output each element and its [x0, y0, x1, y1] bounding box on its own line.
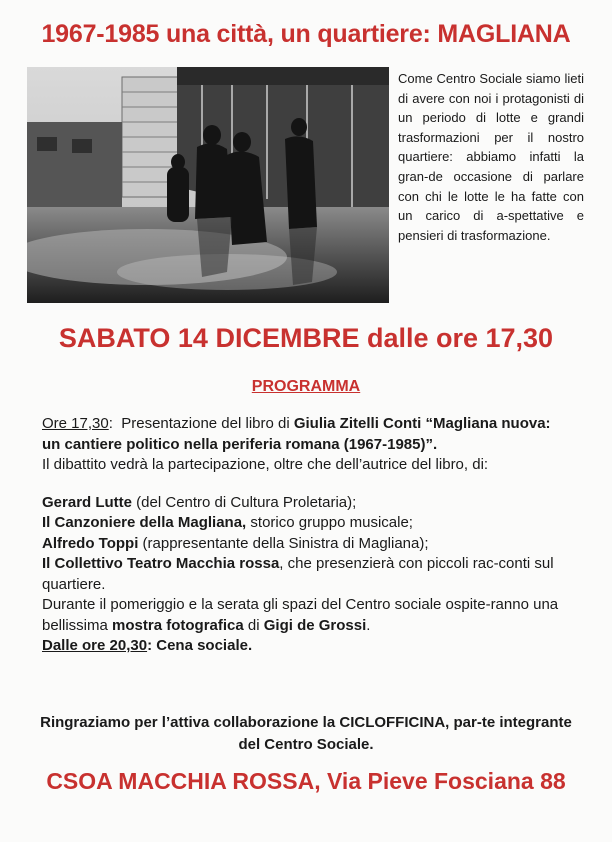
participant-name: Il Canzoniere della Magliana,	[42, 514, 247, 531]
thanks-paragraph: Ringraziamo per l’attiva collaborazione la CICLOFFICINA, par-te integrante del Centro Sociale.	[40, 714, 572, 753]
participant-name: Il Collettivo Teatro Macchia rossa	[42, 555, 280, 572]
page-title: 1967-1985 una città, un quartiere: MAGLIANA	[41, 20, 571, 48]
participant-desc: , che presenzierà con piccoli rac-conti sul quartiere.	[42, 555, 554, 593]
participant-item	[42, 554, 572, 595]
dinner-text: : Cena sociale.	[147, 637, 253, 654]
time-separator: :	[108, 415, 113, 432]
venue-address: CSOA MACCHIA ROSSA, Via Pieve Fosciana 88	[46, 768, 566, 794]
presentation-prefix: Presentazione del libro di	[121, 415, 294, 432]
presentation-paragraph	[42, 414, 572, 455]
participant-item	[42, 493, 572, 514]
exhibit-mid: di	[243, 616, 264, 634]
debate-paragraph: Il dibattito vedrà la partecipazione, oltre che dell’autrice del libro, di:	[42, 456, 489, 473]
participant-item	[42, 513, 572, 534]
participant-desc: (del Centro di Cultura Proletaria);	[132, 493, 357, 511]
book-title: “Magliana nuova: un cantiere politico nella periferia romana (1967-1985)”.	[42, 415, 551, 453]
program-body	[42, 414, 572, 657]
participant-name: Gerard Lutte	[42, 493, 133, 511]
exhibit-paragraph	[42, 595, 572, 636]
exhibit-suffix: .	[366, 616, 371, 634]
participant-desc: storico gruppo musicale;	[246, 514, 413, 531]
photographer-name: Gigi de Grossi	[263, 616, 367, 634]
intro-paragraph: Come Centro Sociale siamo lieti di avere con noi i protagonisti di un periodo di lotte e grandi trasformazioni per il nostro quartiere: abbiamo infatti la gran-de occasione di parlare con chi le lotte le ha fatte con un carico di a-spettative e pensieri di trasformazione.	[398, 71, 584, 243]
participant-item	[42, 534, 572, 555]
street-scene-image	[27, 67, 389, 303]
programma-heading: PROGRAMMA	[251, 378, 361, 395]
dinner-time: Dalle ore 20,30	[42, 637, 148, 654]
time-start: Ore 17,30	[42, 415, 109, 432]
exhibit-prefix: Durante il pomeriggio e la serata gli spazi del Centro sociale ospite-ranno una bellissima	[42, 596, 559, 634]
participant-name: Alfredo Toppi	[42, 534, 139, 552]
historical-photo	[27, 67, 389, 303]
participant-desc: (rappresentante della Sinistra di Magliana);	[138, 534, 429, 552]
book-author: Giulia Zitelli Conti	[293, 415, 422, 432]
event-date-heading: SABATO 14 DICEMBRE dalle ore 17,30	[58, 323, 554, 353]
exhibit-name: mostra fotografica	[112, 616, 244, 634]
dinner-line	[42, 636, 572, 657]
